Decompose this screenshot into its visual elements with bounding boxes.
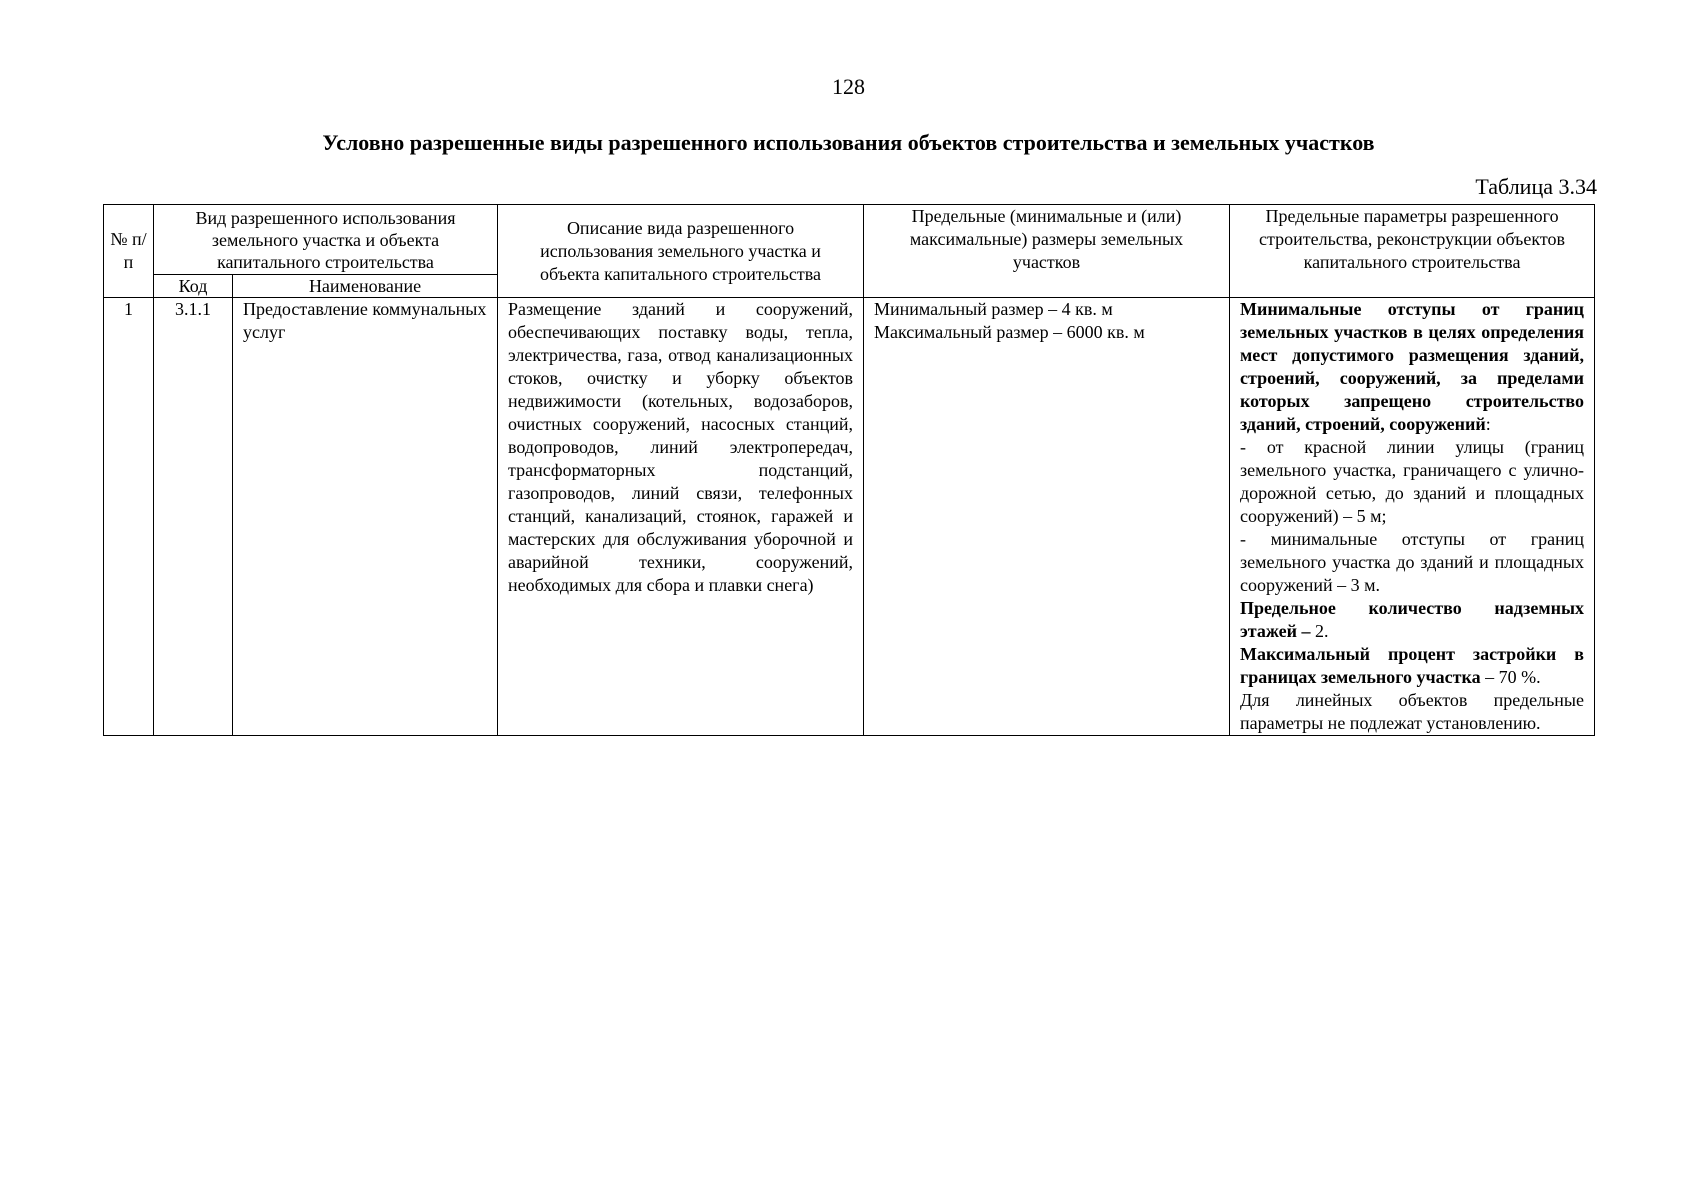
floors-value: 2. bbox=[1310, 621, 1329, 641]
cell-name: Предоставление коммунальных услуг bbox=[233, 298, 498, 736]
header-params: Предельные параметры разрешенного строительства, реконструкции объектов капитального строительства bbox=[1230, 205, 1595, 298]
cell-description: Размещение зданий и сооружений, обеспечивающих поставку воды, тепла, электричества, газа, отвод канализационных стоков, очистку и уборку объектов недвижимости (котельных, водозаборов, очистных сооружений, насосных станций, водопроводов, линий электропередач, трансформаторных подстанций, газопроводов, линий связи, телефонных станций, канализаций, стоянок, гаражей и мастерских для обслуживания уборочной и аварийной техники, сооружений, необходимых для сбора и плавки снега) bbox=[498, 298, 864, 736]
linear-note: Для линейных объектов предельные параметры не подлежат установлению. bbox=[1240, 690, 1585, 733]
table-row bbox=[104, 298, 1595, 736]
header-name: Наименование bbox=[233, 275, 498, 298]
page-number: 128 bbox=[832, 74, 865, 99]
document-title: Условно разрешенные виды разрешенного использования объектов строительства и земельных участков bbox=[322, 130, 1375, 155]
setbacks-block bbox=[1240, 298, 1584, 436]
floors-block bbox=[1240, 597, 1584, 643]
size-min: Минимальный размер – 4 кв. м bbox=[874, 299, 1113, 319]
size-max: Максимальный размер – 6000 кв. м bbox=[874, 322, 1145, 342]
floors-label: Предельное количество надземных этажей – bbox=[1240, 598, 1585, 641]
setbacks-colon: : bbox=[1485, 414, 1491, 434]
cell-params bbox=[1230, 298, 1595, 736]
coverage-value: – 70 %. bbox=[1480, 667, 1541, 687]
cell-code: 3.1.1 bbox=[154, 298, 233, 736]
header-sizes: Предельные (минимальные и (или) максимальные) размеры земельных участков bbox=[864, 205, 1230, 298]
setback-red-line: - от красной линии улицы (границ земельного участка, граничащего с улично-дорожной сетью, до зданий и площадных сооружений) – 5 м; bbox=[1240, 437, 1585, 526]
coverage-block bbox=[1240, 643, 1584, 689]
header-description: Описание вида разрешенного использования земельного участка и объекта капитального строительства bbox=[498, 205, 864, 298]
cell-num: 1 bbox=[104, 298, 154, 736]
table-caption: Таблица 3.34 bbox=[1475, 174, 1597, 199]
header-code: Код bbox=[154, 275, 233, 298]
header-use-type: Вид разрешенного использования земельного участка и объекта капитального строительства bbox=[154, 205, 498, 275]
coverage-label: Максимальный процент застройки в границах земельного участка bbox=[1240, 644, 1585, 687]
cell-sizes bbox=[864, 298, 1230, 736]
setbacks-title: Минимальные отступы от границ земельных участков в целях определения мест допустимого размещения зданий, строений, сооружений, за пределами которых запрещено строительство зданий, строений, сооружений bbox=[1240, 299, 1585, 434]
setback-borders: - минимальные отступы от границ земельного участка до зданий и площадных сооружений – 3 м. bbox=[1240, 529, 1585, 595]
regulations-table bbox=[103, 204, 1595, 736]
header-num: № п/п bbox=[104, 205, 154, 298]
